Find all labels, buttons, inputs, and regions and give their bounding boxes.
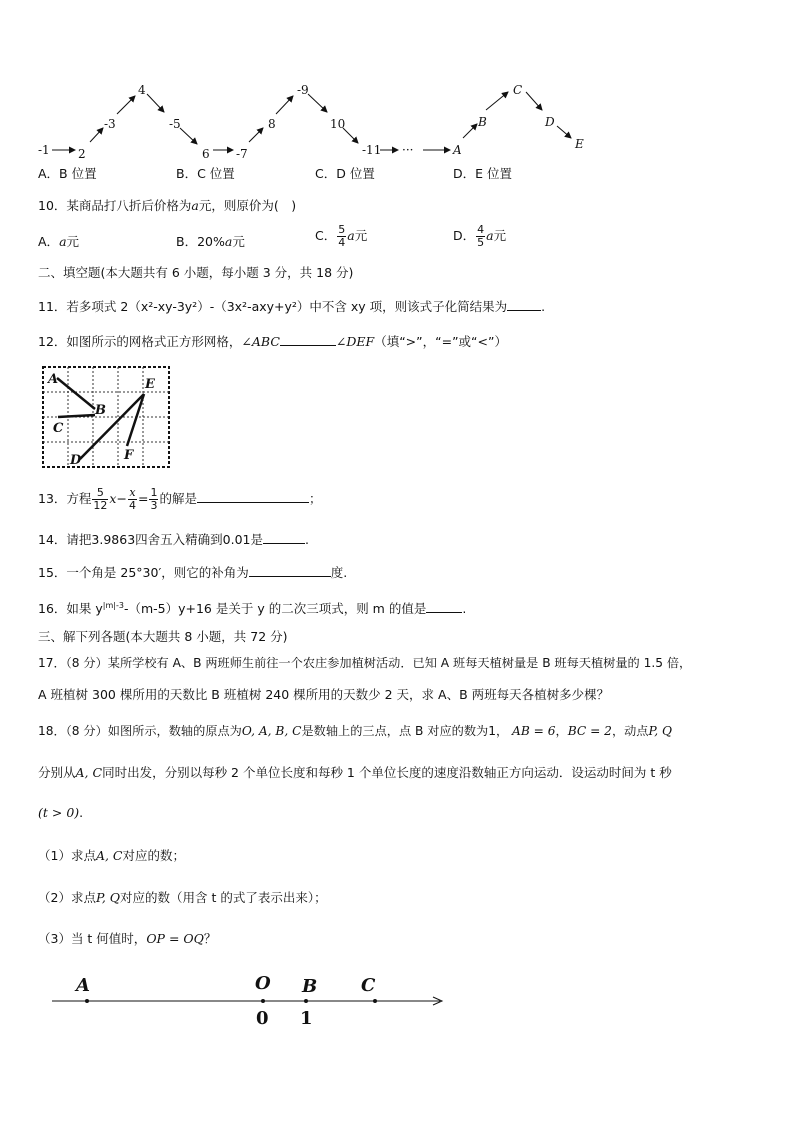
option-var: a [59,234,67,249]
segment-ab [57,378,95,409]
q10-option-b [176,234,245,250]
seq-node: 4 [138,83,146,97]
fraction-denominator: 3 [150,499,158,512]
q18-sub-text: （2）求点 [38,890,96,905]
answer-blank[interactable] [507,298,541,311]
equals-sign: = [137,491,149,506]
q13-question [38,487,321,512]
option-var: a [224,234,233,249]
q12-text: 12．如图所示的网格式正方形网格， [38,334,242,349]
q17-line1: 17．（8 分）某所学校有 A、B 两班师生前往一个农庄参加植树活动．已知 A 班每天植树量是 B 班每天植树量的 1.5 倍， [38,656,692,670]
q11-text: 11．若多项式 2（x²-xy-3y²）-（3x²-axy+y²）中不含 xy 项，则该式子化简结果为 [38,299,508,314]
option-label: C． [315,228,337,243]
variable-x: x [109,491,117,506]
numberline-label-c: C [361,975,376,996]
seq-arrow [463,124,477,138]
grid-label-c: C [53,421,64,436]
q18-line1 [38,723,672,739]
q18-sub2 [38,890,327,906]
q18-bc: BC = 2 [567,724,612,738]
numberline-tick-0: 0 [256,1008,269,1029]
seq-node: -3 [104,117,116,131]
option-value: 20% [197,234,225,249]
seq-node: -7 [236,147,248,161]
fraction-denominator: 5 [477,236,485,249]
minus-sign: − [116,491,127,506]
q18-sub-text: （1）求点 [38,848,96,863]
numberline-label-b: B [302,976,318,997]
q18-text: ，动点 [611,724,649,738]
q16-question [38,598,466,617]
q13-text: 13．方程 [38,491,92,506]
q18-ab: AB = 6 [512,724,556,738]
q18-sub-text: 对应的数； [122,848,186,863]
angle-abc: ∠ABC [241,334,280,349]
answer-blank[interactable] [197,490,309,503]
q18-sub-text: ？ [203,931,217,946]
q14-question [38,531,309,548]
seq-node: D [545,115,555,129]
grid-label-b: B [95,403,106,418]
point-b [304,999,308,1003]
fraction [149,487,158,512]
q18-sub-points: P, Q [95,890,121,905]
answer-blank[interactable] [280,333,336,346]
grid-label-f: F [124,448,134,463]
grid-label-d: D [70,453,82,468]
seq-node: ··· [402,143,414,157]
q10-text-post: 元，则原价为( ) [198,198,297,213]
fraction-denominator: 4 [338,236,346,249]
q10-option-c [315,224,367,249]
option-label: B． [176,234,198,249]
section-heading-fill-in: 二、填空题(本大题共有 6 小题，每小题 3 分，共 18 分) [38,265,354,280]
grid-label-a: A [48,372,59,387]
seq-arrow [276,96,293,114]
numberline-tick-1: 1 [300,1008,313,1029]
q18-sub1 [38,848,185,864]
option-unit: 元 [493,228,507,243]
point-o [261,999,265,1003]
seq-arrow [526,92,542,110]
point-c [373,999,377,1003]
q12-hint: （填“>”，“=”或“<”） [374,334,507,349]
seq-arrow [308,94,327,112]
q18-text: 分别从 [38,765,76,780]
q18-sub-text: 对应的数（用含 t 的式了表示出来）； [120,890,327,905]
grid-figure [40,364,174,470]
seq-node: E [575,137,584,151]
answer-blank[interactable] [249,564,331,577]
q10-option-d [453,224,506,249]
fraction-numerator: 1 [150,486,158,499]
option-var: a [486,228,494,243]
answer-blank[interactable] [426,600,462,613]
seq-node: 8 [268,117,276,131]
seq-arrow [180,128,197,144]
seq-node: -11 [362,143,382,157]
q18-text: 是数轴上的三点，点 B 对应的数为1， [301,724,509,738]
q10-var: a [191,198,199,213]
seq-node: -9 [297,83,309,97]
q18-comma: ， [555,724,568,738]
q18-sub-points: A, C [95,848,123,863]
seq-arrow [147,94,164,112]
option-unit: 元 [232,234,245,249]
fraction-numerator: 5 [92,487,108,500]
q15-text: 15．一个角是 25°30′，则它的补角为 [38,565,249,580]
number-line [40,968,452,1032]
option-unit: 元 [354,228,368,243]
answer-blank[interactable] [263,531,305,544]
q17-line2: A 班植树 300 棵所用的天数比 B 班植树 240 棵所用的天数少 2 天，求 A、B 两班每天各植树多少棵？ [38,687,610,702]
q10-option-a [38,234,79,250]
q18-points: O, A, B, C [241,724,302,738]
q18-text: 18．（8 分）如图所示，数轴的原点为 [38,724,242,738]
seq-arrow [557,126,571,138]
seq-node: A [453,143,462,157]
grid-label-e: E [145,377,155,392]
q18-equation: OP = OQ [146,931,204,946]
fraction-denominator: 12 [93,499,108,512]
section-heading-solve: 三、解下列各题(本大题共 8 小题，共 72 分) [38,629,288,644]
q18-pq: P, Q [648,724,672,738]
angle-def: ∠DEF [335,334,375,349]
q16-text-mid: -（m-5）y+16 是关于 y 的二次三项式，则 m 的值是 [123,601,427,617]
q16-exponent: |m|-3 [102,601,124,610]
fraction [476,224,485,249]
q11-end: . [541,299,546,314]
q15-end: 度. [330,565,348,580]
seq-arrow [117,96,135,114]
q18-ac: A, C [75,765,103,780]
q18-line3 [38,805,83,821]
seq-node: -5 [169,117,181,131]
q18-line2 [38,765,672,781]
point-a [85,999,89,1003]
fraction-denominator: 4 [128,499,136,512]
q16-end: . [462,601,467,617]
q10-text-pre: 某商品打八折后价格为 [66,198,192,213]
fraction [128,487,137,512]
q9-option-d: D．E 位置 [453,166,512,181]
q18-text: 同时出发，分别以每秒 2 个单位长度和每秒 1 个单位长度的速度沿数轴正方向运动．设运动时间为 t 秒 [102,765,672,780]
q16-text: 16．如果 y [38,601,103,617]
q14-end: . [304,532,309,547]
q18-end: . [79,805,84,820]
seq-node: 6 [202,147,210,161]
seq-node: 10 [330,117,346,131]
seq-arrow [90,128,103,142]
seq-node: -1 [38,143,50,157]
q14-text: 14．请把3.9863四舍五入精确到0.01是 [38,532,263,547]
q9-option-b: B．C 位置 [176,166,235,181]
numberline-label-o: O [255,973,271,994]
q13-end: ； [308,491,322,506]
fraction [92,487,108,512]
segment-bc [58,415,95,417]
q18-sub-text: （3）当 t 何值时， [38,931,147,946]
sequence-diagram [30,78,600,162]
q9-option-a: A．B 位置 [38,166,97,181]
q10-question [38,198,296,214]
q9-option-c: C．D 位置 [315,166,375,181]
q12-question [38,333,507,350]
q10-number: 10． [38,198,67,213]
numberline-label-a: A [76,975,90,996]
fraction-numerator: x [129,486,136,499]
seq-node: C [513,83,523,97]
q15-question [38,564,347,581]
fraction [337,224,346,249]
seq-arrow [486,92,508,110]
fraction-numerator: 4 [477,223,485,236]
option-var: a [347,228,355,243]
fraction-numerator: 5 [338,223,346,236]
seq-arrow [249,128,263,142]
q13-text-post: 的解是 [159,491,197,506]
q18-condition: (t > 0) [38,805,80,820]
seq-node: B [478,115,487,129]
option-unit: 元 [66,234,80,249]
q18-sub3 [38,931,216,947]
seq-node: 2 [78,147,86,161]
q11-question [38,298,545,315]
option-label: D． [453,228,476,243]
option-label: A． [38,234,60,249]
